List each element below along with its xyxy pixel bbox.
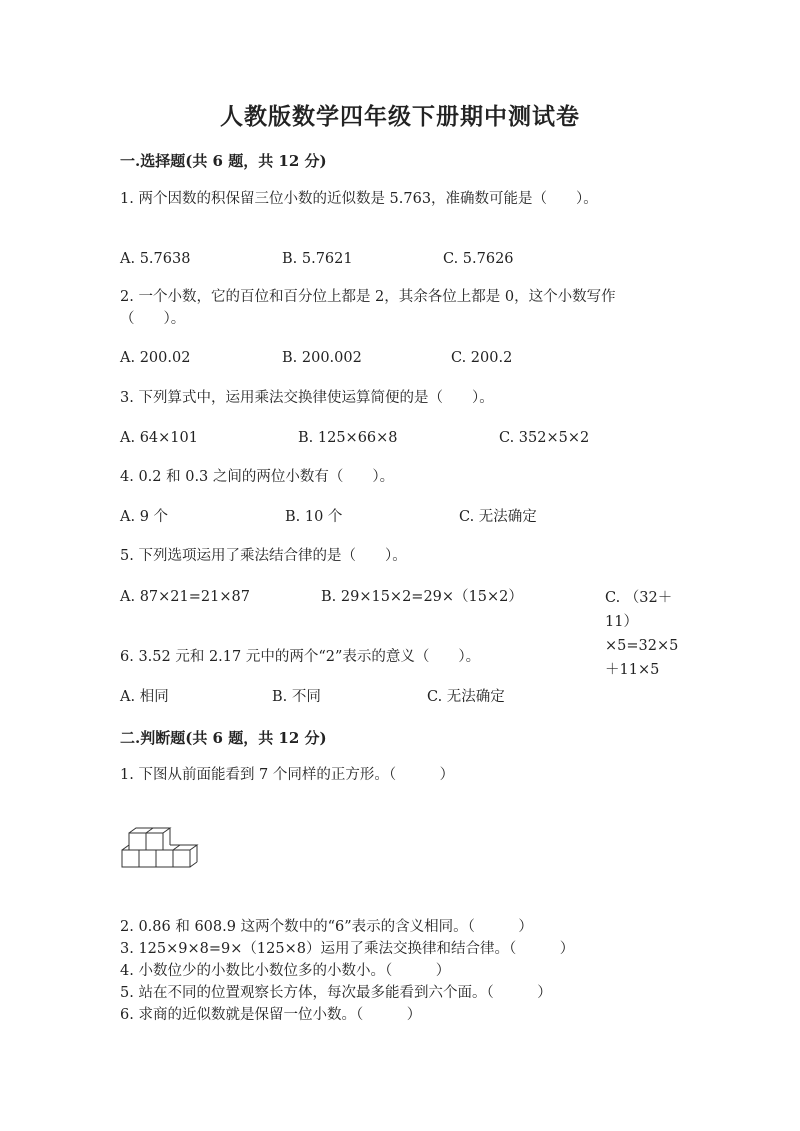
cube-face	[146, 833, 163, 850]
cube-figure	[120, 826, 204, 872]
cube-edge	[122, 845, 129, 850]
tf-question: 4. 小数位少的小数比小数位多的小数小。（ ）	[120, 963, 451, 979]
option-c: C. （32＋11）×5=32×5＋11×5	[605, 590, 679, 678]
cube-edge	[190, 862, 197, 867]
option-c: C. 5.7626	[443, 251, 514, 267]
question-text: 4. 0.2 和 0.3 之间的两位小数有（ ）。	[120, 469, 395, 485]
option-b: B. 125×66×8	[298, 430, 398, 446]
tf-question: 6. 求商的近似数就是保留一位小数。（ ）	[120, 1007, 422, 1023]
option-a: A. 200.02	[120, 350, 191, 366]
option-c: C. 无法确定	[427, 689, 505, 705]
option-a: A. 64×101	[120, 430, 198, 446]
option-a: A. 相同	[120, 689, 169, 705]
option-a: A. 87×21=21×87	[120, 589, 250, 605]
option-b: B. 不同	[272, 689, 321, 705]
option-c: C. 200.2	[451, 350, 513, 366]
tf-question: 5. 站在不同的位置观察长方体，每次最多能看到六个面。（ ）	[120, 985, 552, 1001]
tf-question: 1. 下图从前面能看到 7 个同样的正方形。（ ）	[120, 767, 455, 783]
cube-edge	[146, 828, 153, 833]
tf-question: 3. 125×9×8=9×（125×8）运用了乘法交换律和结合律。（ ）	[120, 941, 575, 957]
option-a: A. 9 个	[120, 509, 169, 525]
option-b: B. 29×15×2=29×（15×2）	[321, 589, 523, 605]
option-a: A. 5.7638	[120, 251, 191, 267]
cube-edge	[173, 845, 180, 850]
cube-face	[122, 850, 139, 867]
tf-question: 2. 0.86 和 608.9 这两个数中的“6”表示的含义相同。（ ）	[120, 919, 533, 935]
question-text: 5. 下列选项运用了乘法结合律的是（ ）。	[120, 548, 407, 564]
option-c: C. 无法确定	[459, 509, 537, 525]
cube-face	[156, 850, 173, 867]
option-b: B. 10 个	[285, 509, 343, 525]
option-c: C. 352×5×2	[499, 430, 590, 446]
option-b: B. 200.002	[282, 350, 362, 366]
question-text: 1. 两个因数的积保留三位小数的近似数是 5.763，准确数可能是（ ）。	[120, 191, 598, 207]
question-text: 3. 下列算式中，运用乘法交换律使运算简便的是（ ）。	[120, 390, 494, 406]
cube-face	[173, 850, 190, 867]
cube-face	[129, 833, 146, 850]
option-b: B. 5.7621	[282, 251, 353, 267]
section-heading-choice: 一.选择题(共 6 题，共 12 分)	[120, 152, 327, 170]
question-text: 6. 3.52 元和 2.17 元中的两个“2”表示的意义（ ）。	[120, 649, 481, 665]
section-heading-true-false: 二.判断题(共 6 题，共 12 分)	[120, 729, 327, 747]
question-text: 2. 一个小数，它的百位和百分位上都是 2，其余各位上都是 0，这个小数写作（ ）。	[120, 289, 616, 327]
cube-face	[139, 850, 156, 867]
page-title: 人教版数学四年级下册期中测试卷	[220, 103, 580, 130]
